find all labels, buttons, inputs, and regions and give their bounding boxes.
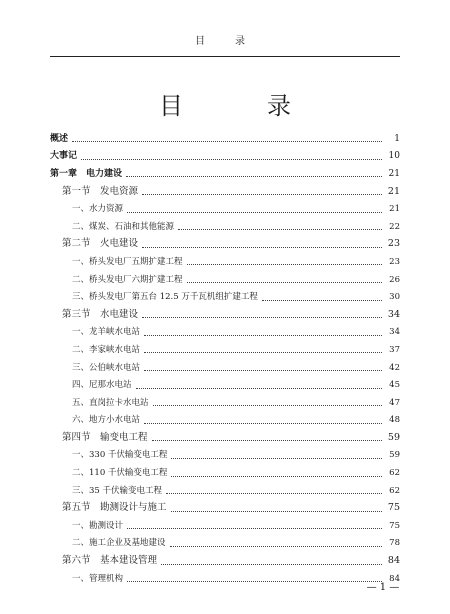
- toc-dot-leader: [153, 405, 382, 406]
- toc-entry-title: 四、尼那水电站: [72, 380, 132, 391]
- toc-entry-title: 三、桥头发电厂第五台 12.5 万千瓦机组扩建工程: [72, 292, 258, 303]
- toc-entry-page: 30: [389, 292, 400, 303]
- toc-entry-page: 84: [387, 555, 400, 567]
- toc-dot-leader: [142, 247, 382, 248]
- toc-entry-title: 二、110 千伏输变电工程: [72, 468, 168, 479]
- toc-entry-page: 45: [389, 380, 400, 391]
- toc-entry-title: 一、桥头发电厂五期扩建工程: [72, 256, 183, 267]
- toc-entry-page: 48: [389, 415, 400, 426]
- toc-dot-leader: [171, 476, 382, 477]
- toc-entry: [50, 535, 400, 553]
- toc-entry-page: 42: [389, 362, 400, 373]
- toc-dot-leader: [187, 264, 382, 265]
- toc-dot-leader: [126, 176, 382, 177]
- toc-entry: [50, 570, 400, 588]
- toc-entry-title: 一、水力资源: [72, 204, 124, 215]
- toc-entry: [50, 200, 400, 218]
- toc-dot-leader: [142, 194, 382, 195]
- page-number: — 1 —: [366, 582, 400, 593]
- toc-entry: [50, 517, 400, 535]
- toc-entry-page: 62: [389, 468, 400, 479]
- toc-entry-title: 第一章 电力建设: [50, 168, 123, 179]
- header-rule: [50, 56, 400, 57]
- toc-entry-page: 78: [389, 538, 400, 549]
- toc-dot-leader: [144, 370, 382, 371]
- running-header: 目 录: [195, 36, 255, 47]
- toc-entry: [50, 359, 400, 377]
- toc-entry: [50, 482, 400, 500]
- toc-dot-leader: [171, 458, 382, 459]
- toc-entry-title: 一、勘测设计: [72, 520, 124, 531]
- toc-entry: [50, 130, 400, 148]
- toc-entry-page: 84: [389, 573, 400, 584]
- toc-entry: [50, 148, 400, 166]
- toc-entry-page: 26: [389, 274, 400, 285]
- toc-dot-leader: [144, 335, 382, 336]
- toc-entry: [50, 499, 400, 517]
- toc-entry-page: 37: [389, 344, 400, 355]
- toc-entry-page: 75: [389, 520, 400, 531]
- toc-entry-title: 第五节 勘测设计与施工: [62, 502, 167, 514]
- toc-entry-title: 二、煤炭、石油和其他能源: [72, 221, 175, 232]
- page-title: 目 录: [159, 92, 321, 120]
- toc-entry: [50, 394, 400, 412]
- toc-entry-page: 47: [389, 397, 400, 408]
- toc-entry-page: 59: [389, 450, 400, 461]
- toc-entry-title: 三、35 千伏输变电工程: [72, 485, 163, 496]
- toc-entry-title: 一、管理机构: [72, 573, 124, 584]
- toc-dot-leader: [166, 493, 382, 494]
- toc-entry: [50, 306, 400, 324]
- toc-entry-page: 75: [387, 502, 400, 514]
- toc-dot-leader: [127, 528, 382, 529]
- toc-entry: [50, 341, 400, 359]
- toc-dot-leader: [142, 317, 382, 318]
- toc-dot-leader: [144, 352, 382, 353]
- toc-dot-leader: [178, 229, 382, 230]
- toc-dot-leader: [136, 388, 382, 389]
- toc-entry: [50, 429, 400, 447]
- toc-dot-leader: [81, 159, 382, 160]
- toc-entry-title: 第二节 火电建设: [62, 238, 139, 250]
- toc-entry: [50, 183, 400, 201]
- toc-dot-leader: [187, 282, 382, 283]
- toc-entry: [50, 552, 400, 570]
- toc-entry-title: 大事记: [50, 151, 78, 162]
- toc-entry-title: 第六节 基本建设管理: [62, 555, 158, 567]
- toc-entry-page: 34: [389, 327, 400, 338]
- toc-entry: [50, 324, 400, 342]
- toc-entry: [50, 288, 400, 306]
- toc-entry-page: 21: [389, 204, 400, 215]
- toc-entry: [50, 412, 400, 430]
- toc-dot-leader: [144, 423, 382, 424]
- toc-entry-title: 第一节 发电资源: [62, 185, 139, 197]
- toc-entry-title: 二、桥头发电厂六期扩建工程: [72, 274, 183, 285]
- toc-dot-leader: [127, 212, 382, 213]
- toc-entry-title: 六、地方小水电站: [72, 415, 141, 426]
- toc-entry: [50, 271, 400, 289]
- toc-entry-page: 10: [388, 151, 400, 162]
- toc-entry: [50, 447, 400, 465]
- toc-dot-leader: [171, 511, 382, 512]
- toc-entry: [50, 236, 400, 254]
- toc-dot-leader: [72, 141, 382, 142]
- toc-entry-page: 21: [388, 168, 400, 179]
- toc-entry-page: 59: [387, 431, 400, 443]
- toc-entry-title: 第四节 输变电工程: [62, 431, 148, 443]
- toc-entry-title: 一、龙羊峡水电站: [72, 327, 141, 338]
- toc-dot-leader: [262, 300, 382, 301]
- toc-entry-title: 二、施工企业及基地建设: [72, 538, 166, 549]
- toc-entry: [50, 165, 400, 183]
- toc-entry-title: 第三节 水电建设: [62, 308, 139, 320]
- toc-entry-page: 62: [389, 485, 400, 496]
- toc-entry: [50, 376, 400, 394]
- toc-entry-title: 概述: [50, 133, 69, 144]
- toc-entry-title: 五、直岗拉卡水电站: [72, 397, 149, 408]
- toc-dot-leader: [127, 581, 382, 582]
- toc-entry-title: 一、330 千伏输变电工程: [72, 450, 168, 461]
- toc-entry-page: 1: [394, 133, 400, 144]
- toc-entry-page: 21: [387, 185, 400, 197]
- toc-entry-title: 三、公伯峡水电站: [72, 362, 141, 373]
- toc-entry: [50, 464, 400, 482]
- toc-entry: [50, 218, 400, 236]
- toc-entry-page: 22: [389, 221, 400, 232]
- toc-dot-leader: [170, 546, 382, 547]
- toc-entry: [50, 253, 400, 271]
- toc-entry-title: 二、李家峡水电站: [72, 344, 141, 355]
- toc-dot-leader: [161, 564, 382, 565]
- toc-entry-page: 34: [387, 308, 400, 320]
- toc-entry-page: 23: [389, 256, 400, 267]
- toc-dot-leader: [152, 440, 382, 441]
- table-of-contents: [50, 130, 400, 587]
- toc-entry-page: 23: [387, 238, 400, 250]
